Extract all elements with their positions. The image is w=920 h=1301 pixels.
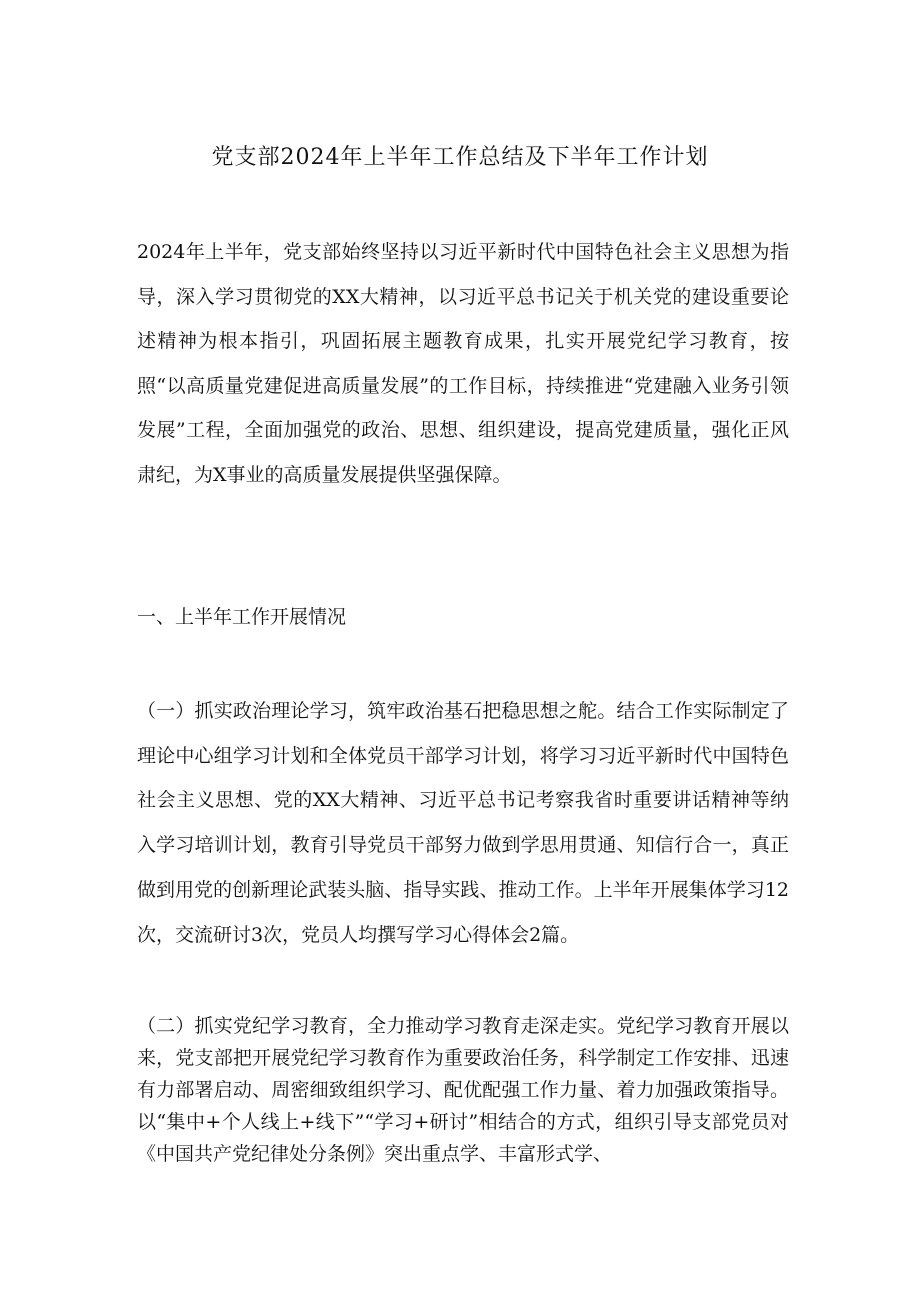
document-title: 党支部2024年上半年工作总结及下半年工作计划	[211, 145, 709, 170]
section-2-paragraph: （二）抓实党纪学习教育，全力推动学习教育走深走实。党纪学习教育开展以来，党支部把开展党纪学习教育作为重要政治任务，科学制定工作安排、迅速有力部署启动、周密细致组织学习、配优配强工作力量、着力加强政策指导。以“集中+个人线上+线下”“学习+研讨”相结合的方式，组织引导支部党员对《中国共产党纪律处分条例》突出重点学、丰富形式学、	[137, 1015, 789, 1165]
intro-paragraph: 2024年上半年，党支部始终坚持以习近平新时代中国特色社会主义思想为指导，深入学习贯彻党的XX大精神，以习近平总书记关于机关党的建设重要论述精神为根本指引，巩固拓展主题教育成果，扎实开展党纪学习教育，按照“以高质量党建促进高质量发展”的工作目标，持续推进“党建融入业务引领发展”工程，全面加强党的政治、思想、组织建设，提高党建质量，强化正风肃纪，为X事业的高质量发展提供坚强保障。	[137, 241, 789, 486]
section-1-paragraph: （一）抓实政治理论学习，筑牢政治基石把稳思想之舵。结合工作实际制定了理论中心组学习计划和全体党员干部学习计划，将学习习近平新时代中国特色社会主义思想、党的XX大精神、习近平总书记考察我省时重要讲话精神等纳入学习培训计划，教育引导党员干部努力做到学思用贯通、知信行合一，真正做到用党的创新理论武装头脑、指导实践、推动工作。上半年开展集体学习12次，交流研讨3次，党员人均撰写学习心得体会2篇。	[137, 700, 789, 946]
section-heading: 一、上半年工作开展情况	[137, 606, 347, 628]
